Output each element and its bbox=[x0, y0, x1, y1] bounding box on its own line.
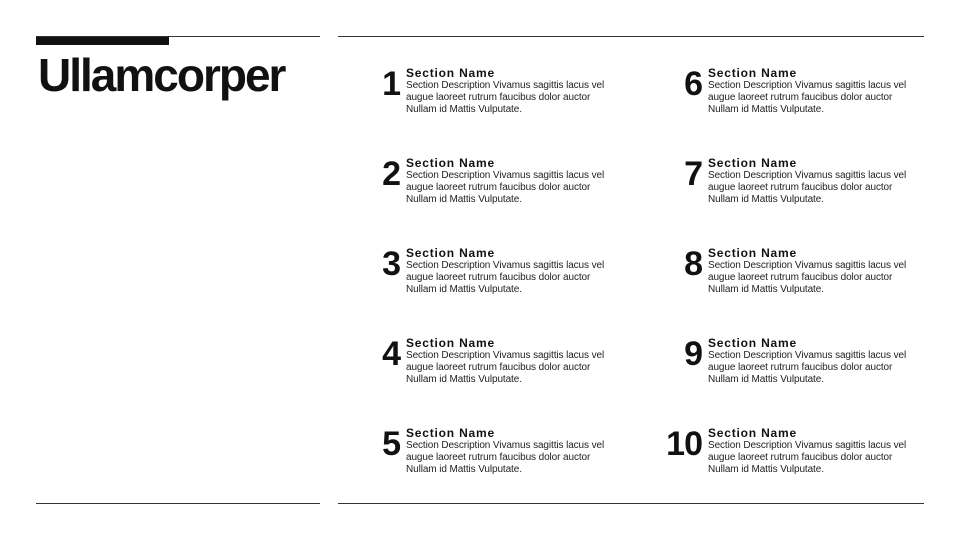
section-number: 4 bbox=[382, 335, 400, 373]
section-number: 9 bbox=[684, 335, 702, 373]
section-number: 8 bbox=[684, 245, 702, 283]
section-number: 5 bbox=[382, 425, 400, 463]
section-description: Section Description Vivamus sagittis lacus vel augue laoreet rutrum faucibus dolor auctor Nullam id Mattis Vulputate. bbox=[708, 170, 907, 205]
section-item-10 bbox=[666, 425, 940, 497]
section-item-7 bbox=[670, 157, 940, 227]
section-number: 1 bbox=[382, 65, 400, 103]
section-name: Section Name bbox=[708, 336, 797, 350]
section-name: Section Name bbox=[406, 246, 495, 260]
section-name: Section Name bbox=[406, 66, 495, 80]
section-name: Section Name bbox=[406, 156, 495, 170]
section-number: 10 bbox=[666, 425, 702, 463]
top-rule-right bbox=[338, 36, 924, 37]
section-description: Section Description Vivamus sagittis lacus vel augue laoreet rutrum faucibus dolor auctor Nullam id Mattis Vulputate. bbox=[406, 80, 605, 115]
bottom-rule-left bbox=[36, 503, 320, 504]
section-description: Section Description Vivamus sagittis lacus vel augue laoreet rutrum faucibus dolor auctor Nullam id Mattis Vulputate. bbox=[406, 440, 605, 475]
section-description: Section Description Vivamus sagittis lacus vel augue laoreet rutrum faucibus dolor auctor Nullam id Mattis Vulputate. bbox=[708, 440, 907, 475]
section-item-1 bbox=[368, 67, 638, 137]
section-item-4 bbox=[368, 337, 638, 407]
section-item-5 bbox=[368, 427, 638, 497]
section-name: Section Name bbox=[708, 156, 797, 170]
section-name: Section Name bbox=[406, 336, 495, 350]
title-accent-bar bbox=[36, 37, 169, 45]
section-number: 6 bbox=[684, 65, 702, 103]
section-name: Section Name bbox=[708, 66, 797, 80]
section-name: Section Name bbox=[406, 426, 495, 440]
section-item-9 bbox=[670, 337, 940, 407]
section-item-3 bbox=[368, 247, 638, 317]
section-name: Section Name bbox=[708, 246, 797, 260]
section-description: Section Description Vivamus sagittis lacus vel augue laoreet rutrum faucibus dolor auctor Nullam id Mattis Vulputate. bbox=[406, 260, 605, 295]
section-number: 3 bbox=[382, 245, 400, 283]
section-item-8 bbox=[670, 247, 940, 317]
section-item-6 bbox=[670, 67, 940, 137]
section-description: Section Description Vivamus sagittis lacus vel augue laoreet rutrum faucibus dolor auctor Nullam id Mattis Vulputate. bbox=[708, 260, 907, 295]
section-number: 7 bbox=[684, 155, 702, 193]
section-description: Section Description Vivamus sagittis lacus vel augue laoreet rutrum faucibus dolor auctor Nullam id Mattis Vulputate. bbox=[406, 350, 605, 385]
section-description: Section Description Vivamus sagittis lacus vel augue laoreet rutrum faucibus dolor auctor Nullam id Mattis Vulputate. bbox=[708, 80, 907, 115]
section-description: Section Description Vivamus sagittis lacus vel augue laoreet rutrum faucibus dolor auctor Nullam id Mattis Vulputate. bbox=[708, 350, 907, 385]
section-number: 2 bbox=[382, 155, 400, 193]
page-title: Ullamcorper bbox=[38, 49, 285, 101]
section-description: Section Description Vivamus sagittis lacus vel augue laoreet rutrum faucibus dolor auctor Nullam id Mattis Vulputate. bbox=[406, 170, 605, 205]
bottom-rule-right bbox=[338, 503, 924, 504]
section-item-2 bbox=[368, 157, 638, 227]
section-name: Section Name bbox=[708, 426, 797, 440]
